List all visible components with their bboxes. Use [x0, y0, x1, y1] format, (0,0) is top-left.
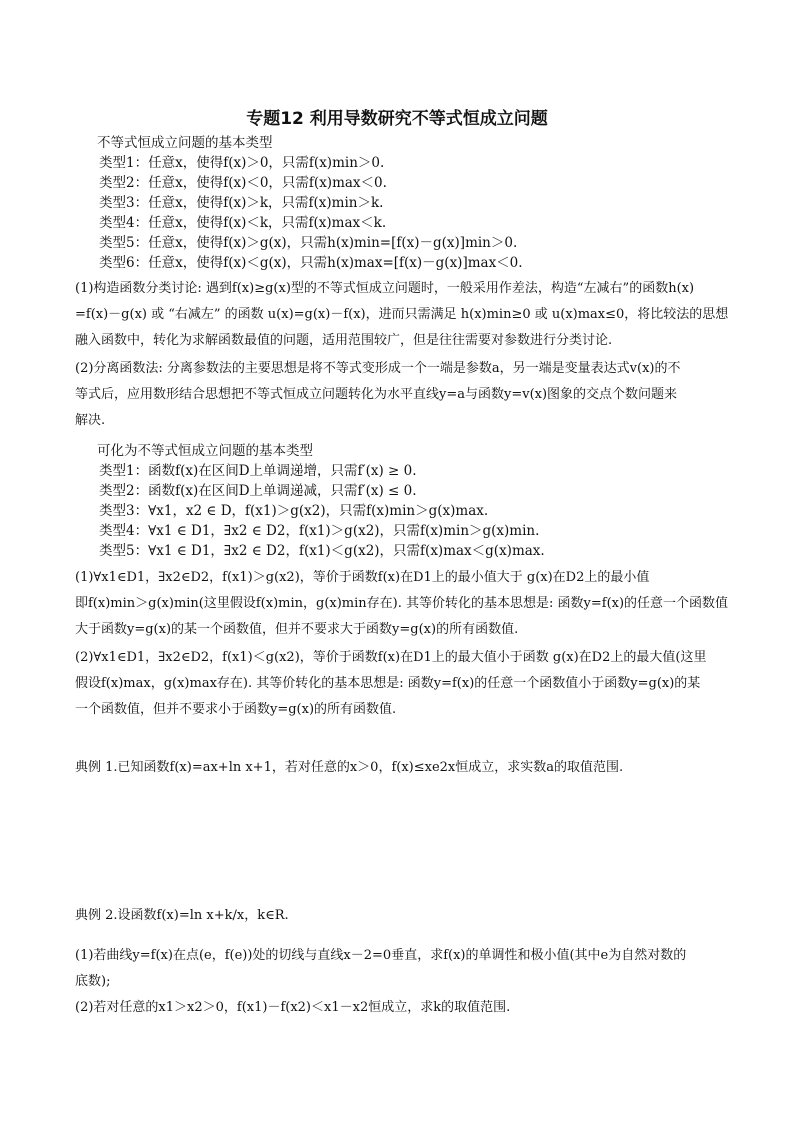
example2-stem: 典例 2.设函数f(x)=ln x+k/x，k∈R. — [75, 908, 289, 923]
method2-line-3: 解决. — [75, 413, 106, 428]
section1-type-2: 类型2：任意x，使得f(x)＜0，只需f(x)max＜0. — [99, 175, 387, 191]
explain1-line-2: 即f(x)min＞g(x)min(这里假设f(x)min，g(x)min存在). 其等价转化的基本思想是: 函数y=f(x)的任意一个函数值 — [75, 596, 729, 611]
example2-part2: (2)若对任意的x1＞x2＞0，f(x1)－f(x2)＜x1－x2恒成立，求k的取值范围. — [75, 1000, 511, 1015]
explain1-line-3: 大于函数y=g(x)的某一个函数值，但并不要求大于函数y=g(x)的所有函数值. — [75, 622, 519, 637]
section1-type-6: 类型6：任意x，使得f(x)＜g(x)，只需h(x)max=[f(x)－g(x)]max＜0. — [99, 255, 523, 271]
explain2-line-1: (2)∀x1∈D1，∃x2∈D2，f(x1)＜g(x2)，等价于函数f(x)在D1上的最大值小于函数 g(x)在D2上的最大值(这里 — [75, 650, 707, 665]
section2-heading: 可化为不等式恒成立问题的基本类型 — [97, 443, 313, 459]
section1-type-3: 类型3：任意x，使得f(x)＞k，只需f(x)min＞k. — [99, 195, 384, 211]
method1-line-3: 融入函数中，转化为求解函数最值的问题，适用范围较广，但是往往需要对参数进行分类讨论. — [75, 333, 613, 348]
page-title: 专题12 利用导数研究不等式恒成立问题 — [246, 109, 548, 129]
explain2-line-3: 一个函数值，但并不要求小于函数y=g(x)的所有函数值. — [75, 702, 397, 717]
method1-line-2: =f(x)－g(x) 或 “右减左” 的函数 u(x)=g(x)－f(x)，进而只需满足 h(x)min≥0 或 u(x)max≤0，将比较法的思想 — [75, 307, 729, 322]
section1-type-5: 类型5：任意x，使得f(x)＞g(x)，只需h(x)min=[f(x)－g(x)]min＞0. — [99, 235, 518, 251]
example2-part1-line-1: (1)若曲线y=f(x)在点(e，f(e))处的切线与直线x－2=0垂直，求f(x)的单调性和极小值(其中e为自然对数的 — [75, 948, 687, 963]
method2-line-2: 等式后，应用数形结合思想把不等式恒成立问题转化为水平直线y=a与函数y=v(x)图象的交点个数问题来 — [75, 387, 678, 402]
section1-type-1: 类型1：任意x，使得f(x)＞0，只需f(x)min＞0. — [99, 155, 385, 171]
method1-line-1: (1)构造函数分类讨论: 遇到f(x)≥g(x)型的不等式恒成立问题时，一般采用作差法，构造“左减右”的函数h(x) — [75, 281, 695, 296]
section2-type-4: 类型4：∀x1 ∈ D1，∃x2 ∈ D2，f(x1)＞g(x2)，只需f(x)min＞g(x)min. — [99, 523, 540, 539]
section1-type-4: 类型4：任意x，使得f(x)＜k，只需f(x)max＜k. — [99, 215, 387, 231]
section2-type-5: 类型5：∀x1 ∈ D1，∃x2 ∈ D2，f(x1)＜g(x2)，只需f(x)max＜g(x)max. — [99, 543, 545, 559]
example2-part1-line-2: 底数); — [75, 974, 111, 989]
explain2-line-2: 假设f(x)max，g(x)max存在). 其等价转化的基本思想是: 函数y=f(x)的任意一个函数值小于函数y=g(x)的某 — [75, 676, 701, 691]
section1-heading: 不等式恒成立问题的基本类型 — [97, 135, 273, 151]
method2-line-1: (2)分离函数法: 分离参数法的主要思想是将不等式变形成一个一端是参数a，另一端是变量表达式v(x)的不 — [75, 361, 681, 376]
explain1-line-1: (1)∀x1∈D1，∃x2∈D2，f(x1)＞g(x2)，等价于函数f(x)在D1上的最小值大于 g(x)在D2上的最小值 — [75, 570, 650, 585]
example1-statement: 典例 1.已知函数f(x)=ax+ln x+1，若对任意的x＞0，f(x)≤xe2x恒成立，求实数a的取值范围. — [75, 760, 624, 775]
section2-type-2: 类型2：函数f(x)在区间D上单调递减，只需f′(x) ≤ 0. — [99, 483, 417, 499]
section2-type-3: 类型3：∀x1，x2 ∈ D，f(x1)＞g(x2)，只需f(x)min＞g(x)max. — [99, 503, 489, 519]
section2-type-1: 类型1：函数f(x)在区间D上单调递增，只需f′(x) ≥ 0. — [99, 463, 417, 479]
